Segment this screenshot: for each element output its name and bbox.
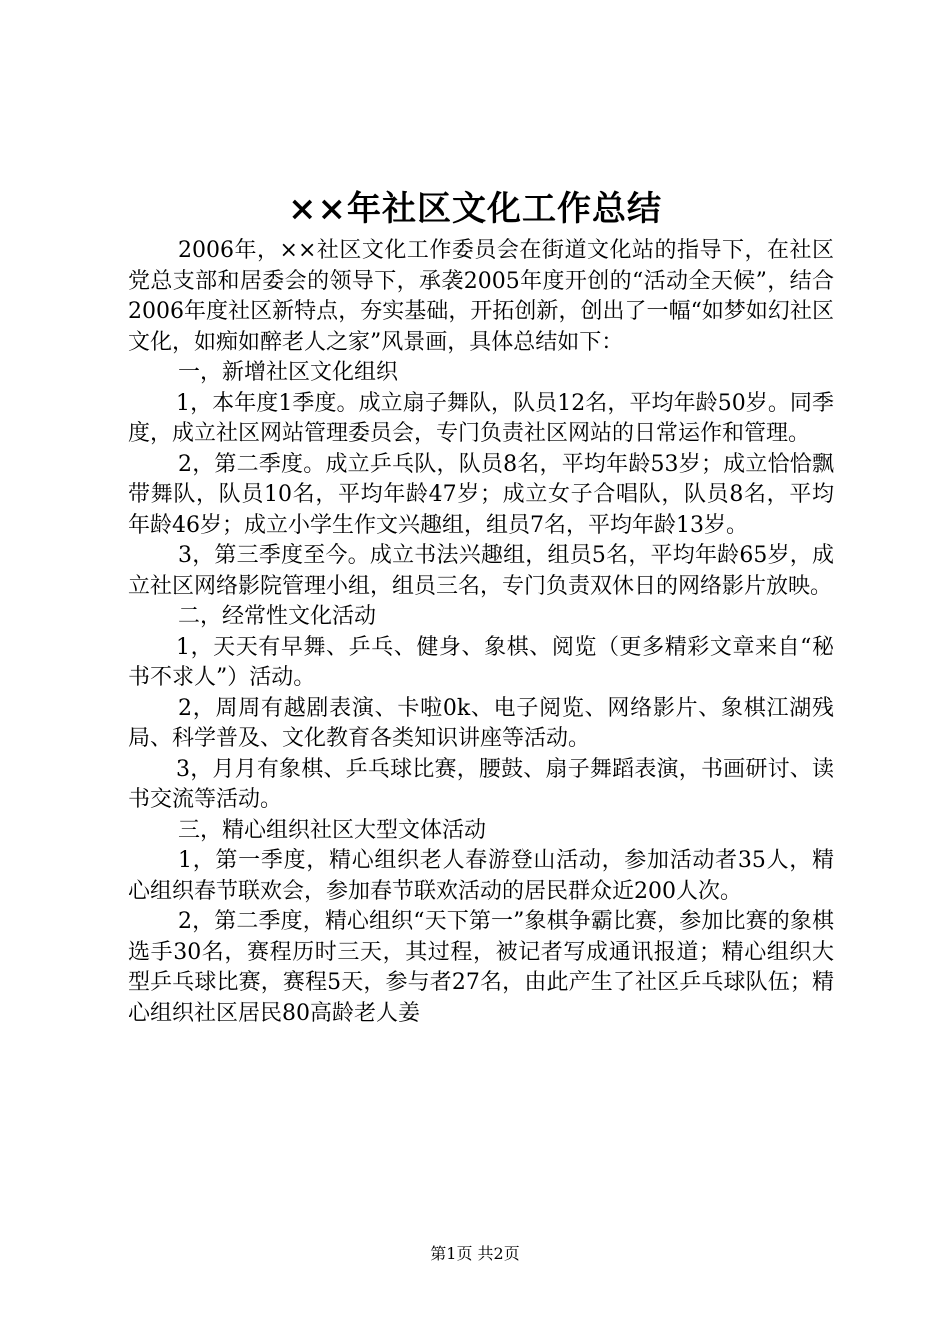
paragraph: 3，月月有象棋、乒乓球比赛，腰鼓、扇子舞蹈表演，书画研讨、读书交流等活动。 — [128, 756, 834, 812]
paragraph: 2，第二季度，精心组织“天下第一”象棋争霸比赛，参加比赛的象棋选手30名，赛程历时三天，其过程，被记者写成通讯报道；精心组织大型乒乓球比赛，赛程5天，参与者27名，由此产生了社区乒乓球队伍；精心组织社区居民80高龄老人姜 — [128, 909, 834, 1026]
intro-paragraph: 2006年，××社区文化工作委员会在街道文化站的指导下，在社区党总支部和居委会的领导下，承袭2005年度开创的“活动全天候”，结合2006年度社区新特点，夯实基础，开拓创新，创出了一幅“如梦如幻社区文化，如痴如醉老人之家”风景画，具体总结如下： — [128, 238, 834, 355]
paragraph: 1，第一季度，精心组织老人春游登山活动，参加活动者35人，精心组织春节联欢会，参加春节联欢活动的居民群众近200人次。 — [128, 848, 834, 904]
paragraph: 2，周周有越剧表演、卡啦0k、电子阅览、网络影片、象棋江湖残局、科学普及、文化教育各类知识讲座等活动。 — [128, 695, 834, 751]
section-heading-2: 二，经常性文化活动 — [178, 604, 377, 629]
paragraph: 2，第二季度。成立乒乓队，队员8名，平均年龄53岁；成立恰恰飘带舞队，队员10名，平均年龄47岁；成立女子合唱队，队员8名，平均年龄46岁；成立小学生作文兴趣组，组员7名，平均年龄13岁。 — [128, 451, 834, 538]
document-title: ××年社区文化工作总结 — [288, 189, 662, 229]
paragraph: 3，第三季度至今。成立书法兴趣组，组员5名，平均年龄65岁，成立社区网络影院管理小组，组员三名，专门负责双休日的网络影片放映。 — [128, 543, 834, 599]
paragraph: 1，本年度1季度。成立扇子舞队，队员12名，平均年龄50岁。同季度，成立社区网站管理委员会，专门负责社区网站的日常运作和管理。 — [128, 390, 834, 446]
page-footer: 第1页 共2页 — [430, 1244, 520, 1263]
paragraph: 1，天天有早舞、乒乓、健身、象棋、阅览（更多精彩文章来自“秘书不求人”）活动。 — [128, 634, 834, 690]
section-heading-1: 一，新增社区文化组织 — [178, 360, 399, 385]
section-heading-3: 三，精心组织社区大型文体活动 — [178, 817, 487, 843]
document-body — [128, 236, 834, 1029]
